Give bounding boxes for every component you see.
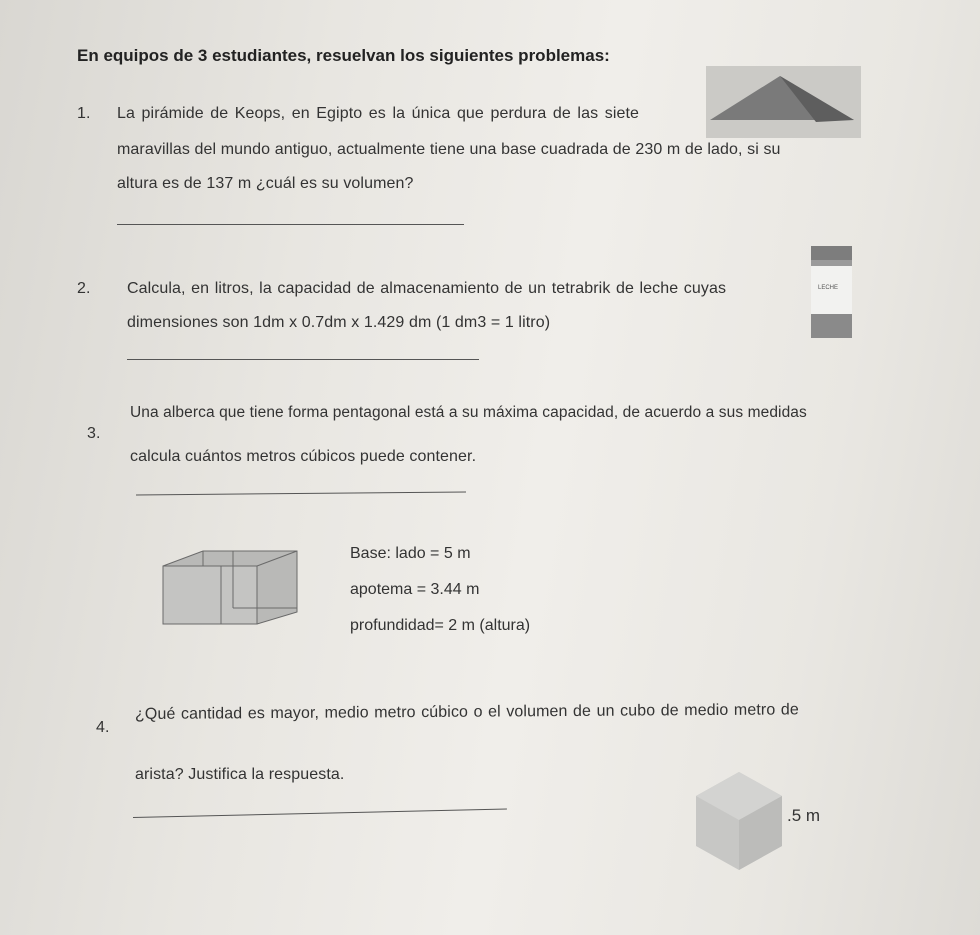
problem-3-number: 3. [87, 425, 101, 442]
problem-1-number: 1. [77, 105, 91, 122]
problem-1-line-3: altura es de 137 m ¿cuál es su volumen? [117, 175, 414, 192]
answer-line-1 [117, 224, 464, 225]
milk-carton-label: LECHE [818, 285, 839, 291]
cube-image [694, 770, 784, 877]
pool-apothem: apotema = 3.44 m [350, 581, 480, 598]
problem-1-line-2: maravillas del mundo antiguo, actualmente tiene una base cuadrada de 230 m de lado, si su [117, 141, 781, 158]
problem-4-line-2: arista? Justifica la respuesta. [135, 766, 345, 783]
problem-3-line-2: calcula cuántos metros cúbicos puede contener. [130, 448, 477, 465]
answer-line-3 [136, 492, 466, 496]
problem-1-line-1: La pirámide de Keops, en Egipto es la única que perdura de las siete [117, 105, 640, 122]
answer-line-4 [133, 809, 507, 818]
pool-base-side: Base: lado = 5 m [350, 545, 471, 562]
cube-edge-label: .5 m [787, 806, 821, 825]
problem-2-line-1: Calcula, en litros, la capacidad de almacenamiento de un tetrabrik de leche cuyas [127, 280, 727, 297]
pentagonal-pool-image [161, 548, 299, 631]
problem-4-number: 4. [96, 719, 110, 736]
worksheet-title: En equipos de 3 estudiantes, resuelvan los siguientes problemas: [77, 46, 610, 65]
problem-4-line-1: ¿Qué cantidad es mayor, medio metro cúbico o el volumen de un cubo de medio metro de [134, 701, 799, 723]
milk-carton-image [811, 246, 852, 338]
problem-3-line-1: Una alberca que tiene forma pentagonal está a su máxima capacidad, de acuerdo a sus medidas [130, 404, 807, 421]
problem-2-line-2: dimensiones son 1dm x 0.7dm x 1.429 dm (1 dm3 = 1 litro) [127, 314, 551, 331]
pool-depth: profundidad= 2 m (altura) [350, 617, 531, 634]
problem-2-number: 2. [77, 280, 91, 297]
answer-line-2 [127, 359, 479, 360]
pyramid-image [706, 66, 861, 138]
